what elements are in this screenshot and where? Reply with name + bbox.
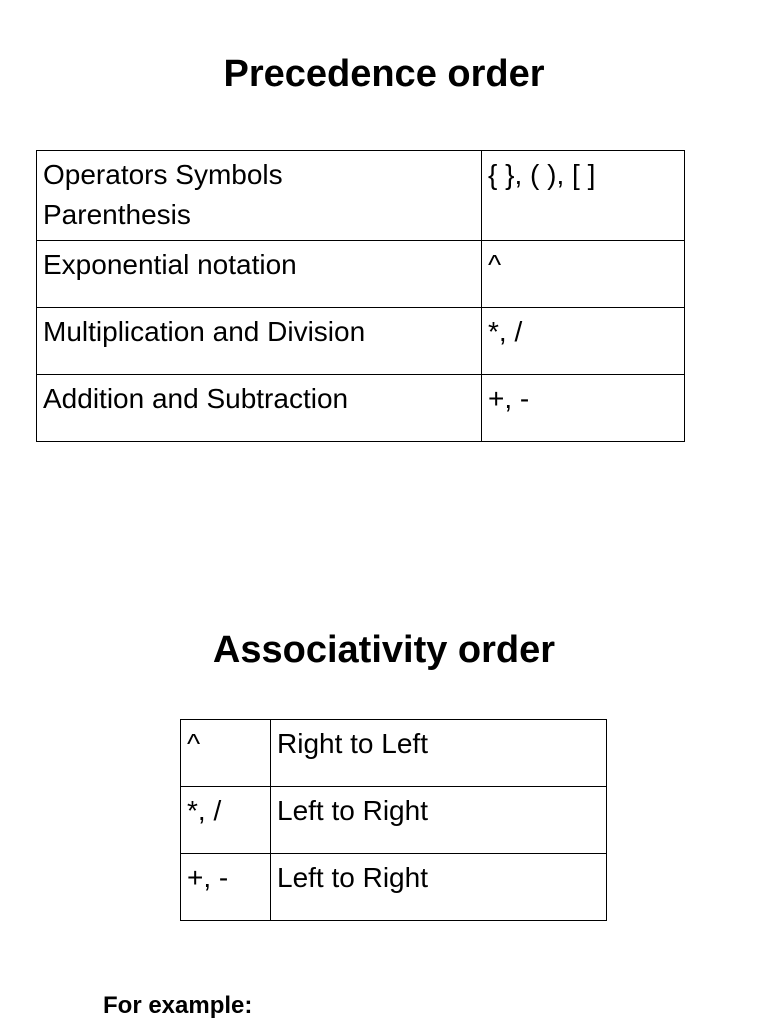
operator-symbol-cell: { }, ( ), [ ] — [482, 151, 685, 241]
table-row — [181, 854, 607, 921]
table-row — [37, 375, 685, 442]
associativity-title: Associativity order — [212, 629, 556, 671]
table-row — [37, 308, 685, 375]
operator-symbol-cell: *, / — [482, 308, 685, 375]
table-row — [181, 787, 607, 854]
operator-name-cell: Multiplication and Division — [37, 308, 482, 375]
direction-cell: Left to Right — [271, 854, 607, 921]
direction-cell: Right to Left — [271, 720, 607, 787]
operator-symbol-cell: ^ — [482, 241, 685, 308]
operator-cell: ^ — [181, 720, 271, 787]
operator-cell: *, / — [181, 787, 271, 854]
direction-cell: Left to Right — [271, 787, 607, 854]
associativity-table — [180, 719, 607, 921]
operator-name-cell: Addition and Subtraction — [37, 375, 482, 442]
table-row — [181, 720, 607, 787]
precedence-table — [36, 150, 685, 442]
operator-name-cell: Exponential notation — [37, 241, 482, 308]
table-row — [37, 241, 685, 308]
precedence-title: Precedence order — [223, 53, 545, 95]
example-label: For example: — [103, 992, 253, 1019]
table-row — [37, 151, 685, 241]
operator-cell: +, - — [181, 854, 271, 921]
operator-name-cell: Operators Symbols Parenthesis — [37, 151, 482, 241]
operator-symbol-cell: +, - — [482, 375, 685, 442]
